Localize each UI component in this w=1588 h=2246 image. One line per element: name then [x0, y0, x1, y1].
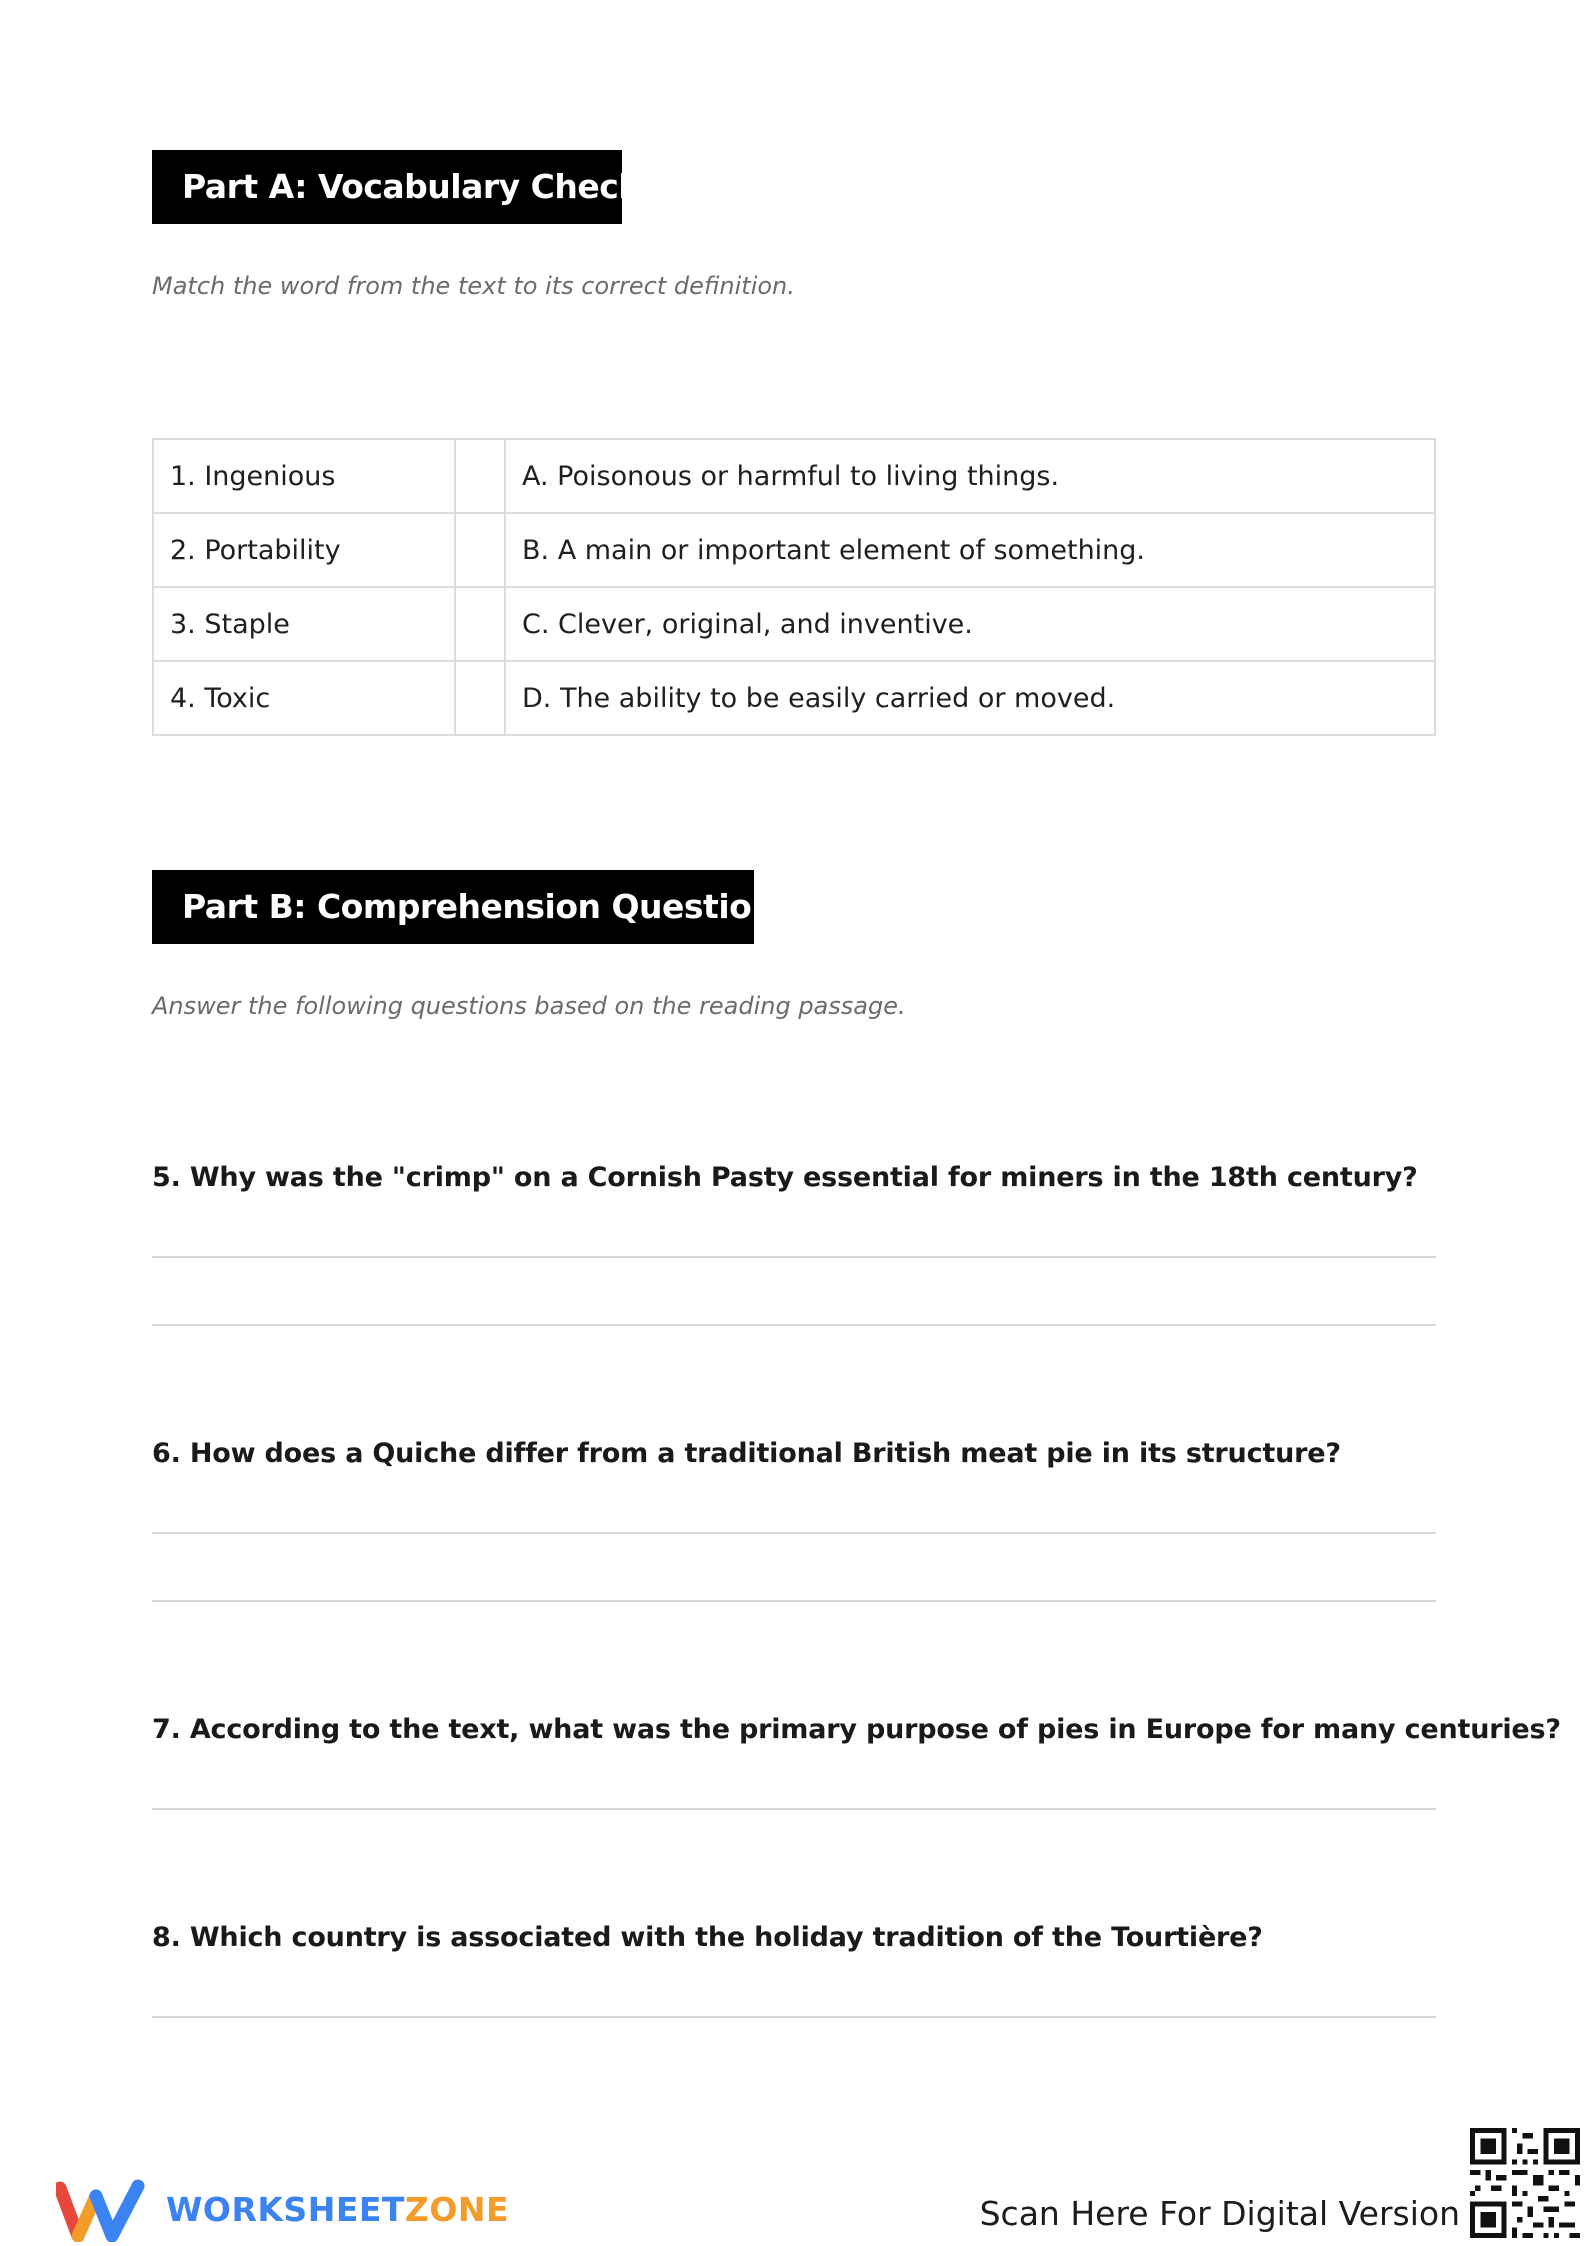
vocab-definition: C. Clever, original, and inventive.: [505, 587, 1435, 661]
table-row: [153, 587, 1435, 661]
answer-line[interactable]: [152, 2016, 1436, 2018]
question-7: 7. According to the text, what was the primary purpose of pies in Europe for many centuries?: [152, 1714, 1561, 1745]
answer-line[interactable]: [152, 1324, 1436, 1326]
part-a-instruction: Match the word from the text to its correct definition.: [152, 272, 795, 300]
vocab-word: 2. Portability: [153, 513, 455, 587]
vocab-answer-cell[interactable]: [455, 661, 505, 735]
question-6: 6. How does a Quiche differ from a traditional British meat pie in its structure?: [152, 1438, 1341, 1469]
vocabulary-table: [152, 438, 1436, 736]
vocab-word: 1. Ingenious: [153, 439, 455, 513]
part-b-title: Part B: Comprehension Questions: [152, 870, 754, 944]
worksheetzone-logo[interactable]: [56, 2178, 510, 2242]
question-8: 8. Which country is associated with the holiday tradition of the Tourtière?: [152, 1922, 1263, 1953]
logo-w-icon: [56, 2178, 156, 2242]
vocab-word: 4. Toxic: [153, 661, 455, 735]
table-row: [153, 439, 1435, 513]
logo-text: [166, 2178, 509, 2242]
vocab-definition: B. A main or important element of something.: [505, 513, 1435, 587]
vocab-answer-cell[interactable]: [455, 513, 505, 587]
part-a-title: Part A: Vocabulary Check: [152, 150, 622, 224]
part-b-instruction: Answer the following questions based on the reading passage.: [152, 992, 906, 1020]
answer-line[interactable]: [152, 1600, 1436, 1602]
answer-line[interactable]: [152, 1256, 1436, 1258]
vocab-word: 3. Staple: [153, 587, 455, 661]
answer-line[interactable]: [152, 1808, 1436, 1810]
answer-line[interactable]: [152, 1532, 1436, 1534]
vocab-definition: A. Poisonous or harmful to living things.: [505, 439, 1435, 513]
qr-code-icon[interactable]: [1470, 2128, 1580, 2238]
vocab-definition: D. The ability to be easily carried or moved.: [505, 661, 1435, 735]
logo-text-part2: ZONE: [404, 2190, 510, 2229]
question-5: 5. Why was the "crimp" on a Cornish Pasty essential for miners in the 18th century?: [152, 1162, 1418, 1193]
scan-instruction: Scan Here For Digital Version: [979, 2194, 1460, 2233]
table-row: [153, 513, 1435, 587]
table-row: [153, 661, 1435, 735]
vocab-answer-cell[interactable]: [455, 587, 505, 661]
logo-text-part1: WORKSHEET: [166, 2190, 405, 2229]
vocab-answer-cell[interactable]: [455, 439, 505, 513]
